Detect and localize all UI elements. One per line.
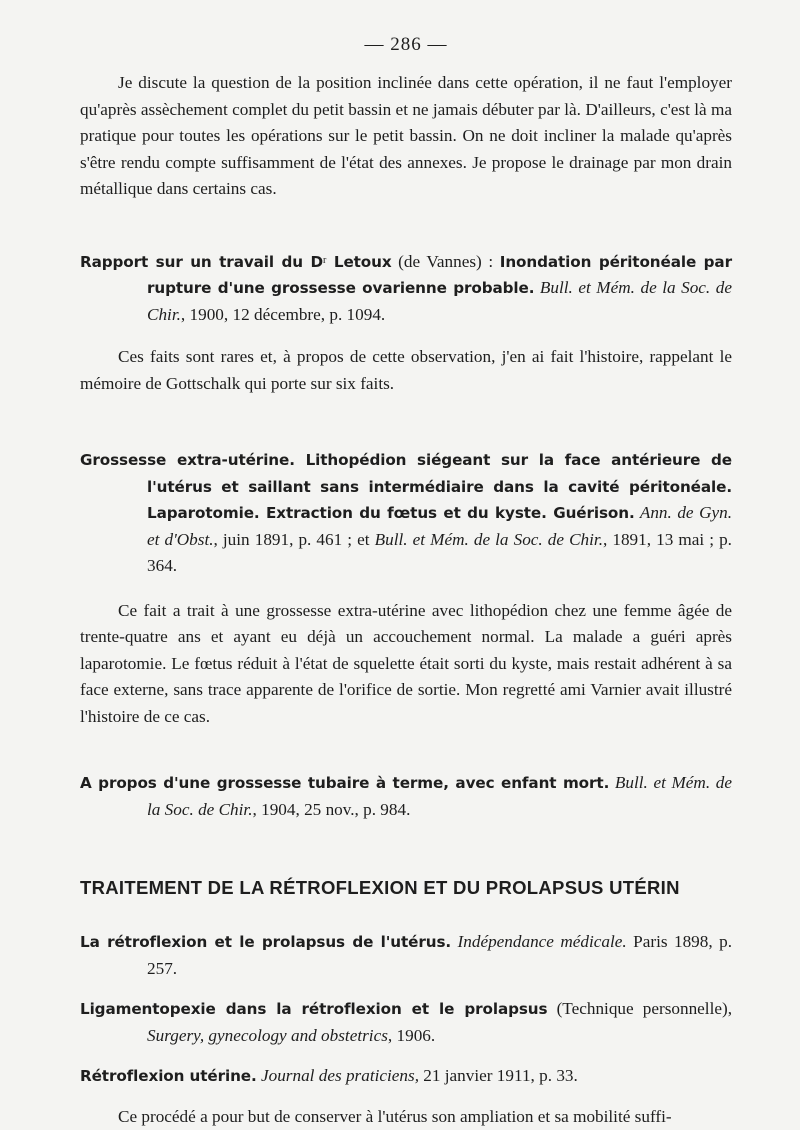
paragraph-grossesse-extra-uterine: Ce fait a trait à une grossesse extra-utérine avec lithopédion chez une femme âgée de trente-quatre ans et ayant eu déjà un accouchement normal. La malade a guéri après laparotomie. Le fœtus réduit à l'état de squelette était sorti du kyste, mais restait adhérent à sa face externe, sans trace apparente de l'orifice de sortie. Mon regretté ami Varnier avait illustré l'histoire de ce cas. — [80, 598, 732, 731]
entry-journal-2: Bull. et Mém. de la Soc. de Chir. — [375, 530, 603, 549]
page-number: — 286 — — [80, 34, 732, 56]
entry-journal: Journal des praticiens, — [257, 1066, 419, 1085]
entry-reference: , 1904, 25 nov., p. 984. — [253, 800, 411, 819]
entry-title: Grossesse extra-utérine. Lithopédion siégeant sur la face antérieure de l'utérus et saillant sans intermédiaire dans la cavité péritonéale. Laparotomie. Extraction du fœtus et du kyste. Guérison. — [80, 451, 732, 522]
paragraph-procede: Ce procédé a pour but de conserver à l'utérus son ampliation et sa mobilité suffi- — [80, 1104, 732, 1130]
bibliography-entry-retroflexion-uterine — [80, 1063, 732, 1090]
entry-title: Ligamentopexie dans la rétroflexion et le prolapsus — [80, 1000, 547, 1018]
bibliography-entry-lithopedion — [80, 447, 732, 580]
entry-journal: Bull. et Mém. de la Soc. de Chir. — [147, 278, 732, 324]
bibliography-entry-retroflexion-prolapsus — [80, 929, 732, 982]
entry-journal: Indépendance médicale. — [451, 932, 627, 951]
bibliography-entry-grossesse-tubaire — [80, 770, 732, 823]
entry-journal: Bull. et Mém. de la Soc. de Chir. — [147, 773, 732, 819]
entry-title-part: Rapport sur un travail du D — [80, 253, 323, 271]
entry-journal: Ann. de Gyn. et d'Obst. — [147, 503, 732, 549]
entry-reference: 21 janvier 1911, p. 33. — [419, 1066, 578, 1085]
entry-title: Rétroflexion utérine. — [80, 1067, 257, 1085]
paragraph-faits-rares: Ces faits sont rares et, à propos de cette observation, j'en ai fait l'histoire, rappelant le mémoire de Gottschalk qui porte sur six faits. — [80, 344, 732, 397]
paragraph-position-inclinee: Je discute la question de la position inclinée dans cette opération, il ne faut l'employer qu'après assèchement complet du petit bassin et ne jamais débuter par là. D'ailleurs, c'est là ma pratique pour toutes les opérations sur le petit bassin. On ne doit incliner la malade qu'après s'être rendu compte suffisamment de l'état des annexes. Je propose le drainage par mon drain métallique dans certains cas. — [80, 70, 732, 203]
entry-location: (de Vannes) : — [392, 252, 500, 271]
bibliography-entry-ligamentopexie — [80, 996, 732, 1049]
entry-title: Inondation péritonéale par rupture d'une grossesse ovarienne probable. — [147, 253, 732, 298]
entry-reference: , 1900, 12 décembre, p. 1094. — [181, 305, 385, 324]
bibliography-entry-letoux — [80, 249, 732, 329]
entry-note: (Technique personnelle), — [547, 999, 732, 1018]
entry-reference-2: , 1891, 13 mai ; p. 364. — [147, 530, 732, 576]
superscript: r — [323, 255, 326, 266]
section-title: TRAITEMENT DE LA RÉTROFLEXION ET DU PROLAPSUS UTÉRIN — [80, 877, 732, 899]
entry-title: La rétroflexion et le prolapsus de l'utérus. — [80, 933, 451, 951]
entry-journal: Surgery, gynecology and obstetrics — [147, 1026, 388, 1045]
entry-author: Letoux — [326, 253, 391, 271]
entry-reference: , 1906. — [388, 1026, 435, 1045]
entry-reference: , juin 1891, p. 461 ; et — [214, 530, 375, 549]
entry-reference: Paris 1898, p. 257. — [147, 932, 732, 978]
entry-title: A propos d'une grossesse tubaire à terme, avec enfant mort. — [80, 774, 609, 792]
